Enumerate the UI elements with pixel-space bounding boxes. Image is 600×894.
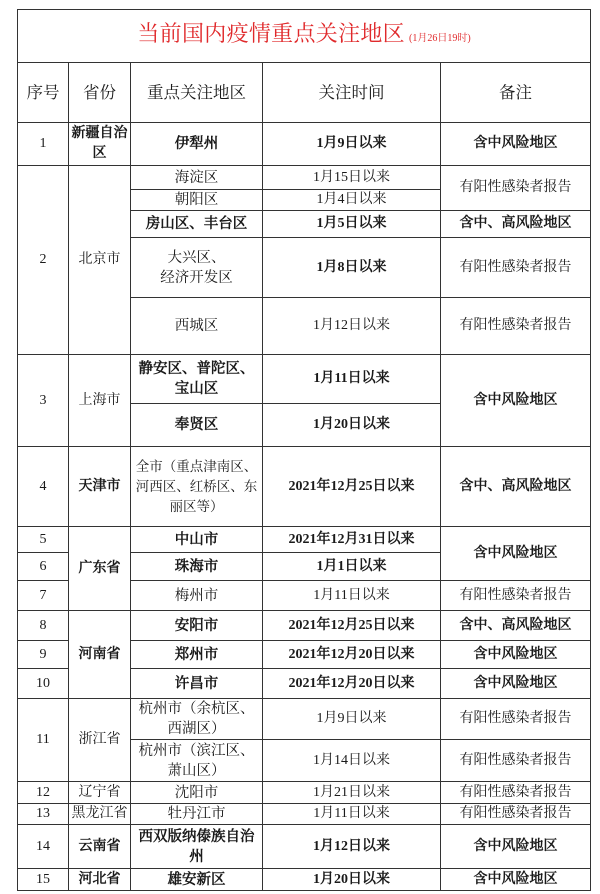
since-date: 1月14日以来 xyxy=(263,740,441,782)
province: 新疆自治区 xyxy=(69,123,131,166)
table-row xyxy=(18,166,591,190)
focus-area: 大兴区、经济开发区 xyxy=(131,238,263,298)
since-date: 1月11日以来 xyxy=(263,804,441,825)
province: 黑龙江省 xyxy=(69,804,131,825)
row-number: 3 xyxy=(18,355,69,447)
focus-area: 安阳市 xyxy=(131,611,263,641)
table-row xyxy=(18,782,591,804)
focus-areas-table xyxy=(17,9,591,891)
remark: 有阳性感染者报告 xyxy=(441,581,591,611)
since-date: 1月1日以来 xyxy=(263,553,441,581)
remark: 有阳性感染者报告 xyxy=(441,166,591,211)
remark: 有阳性感染者报告 xyxy=(441,298,591,355)
update-time: (1月26日19时) xyxy=(408,32,471,44)
remark: 含中、高风险地区 xyxy=(441,211,591,238)
remark: 含中风险地区 xyxy=(441,527,591,581)
row-number: 15 xyxy=(18,869,69,891)
province: 河南省 xyxy=(69,611,131,699)
since-date: 1月9日以来 xyxy=(263,699,441,740)
since-date: 2021年12月31日以来 xyxy=(263,527,441,553)
remark: 含中风险地区 xyxy=(441,825,591,869)
row-number: 6 xyxy=(18,553,69,581)
since-date: 2021年12月20日以来 xyxy=(263,641,441,669)
focus-area: 伊犁州 xyxy=(131,123,263,166)
province: 广东省 xyxy=(69,527,131,611)
header-province: 省份 xyxy=(69,63,131,123)
since-date: 1月11日以来 xyxy=(263,355,441,404)
title-cell xyxy=(18,10,591,63)
province: 浙江省 xyxy=(69,699,131,782)
row-number: 4 xyxy=(18,447,69,527)
focus-area: 郑州市 xyxy=(131,641,263,669)
row-number: 9 xyxy=(18,641,69,669)
remark: 含中、高风险地区 xyxy=(441,611,591,641)
row-number: 8 xyxy=(18,611,69,641)
focus-area: 房山区、丰台区 xyxy=(131,211,263,238)
header-area: 重点关注地区 xyxy=(131,63,263,123)
row-number: 10 xyxy=(18,669,69,699)
focus-area: 杭州市（余杭区、西湖区） xyxy=(131,699,263,740)
row-number: 13 xyxy=(18,804,69,825)
focus-area: 雄安新区 xyxy=(131,869,263,891)
table-row xyxy=(18,804,591,825)
since-date: 1月4日以来 xyxy=(263,190,441,211)
since-date: 2021年12月25日以来 xyxy=(263,447,441,527)
table-row xyxy=(18,699,591,740)
focus-area: 杭州市（滨江区、萧山区） xyxy=(131,740,263,782)
title-row xyxy=(18,10,591,63)
since-date: 1月5日以来 xyxy=(263,211,441,238)
header-note: 备注 xyxy=(441,63,591,123)
focus-area: 牡丹江市 xyxy=(131,804,263,825)
remark: 有阳性感染者报告 xyxy=(441,238,591,298)
focus-area: 中山市 xyxy=(131,527,263,553)
row-number: 5 xyxy=(18,527,69,553)
province: 河北省 xyxy=(69,869,131,891)
remark: 含中风险地区 xyxy=(441,669,591,699)
since-date: 1月15日以来 xyxy=(263,166,441,190)
focus-area: 西城区 xyxy=(131,298,263,355)
since-date: 1月8日以来 xyxy=(263,238,441,298)
row-number: 1 xyxy=(18,123,69,166)
remark: 有阳性感染者报告 xyxy=(441,699,591,740)
remark: 含中风险地区 xyxy=(441,641,591,669)
row-number: 2 xyxy=(18,166,69,355)
header-no: 序号 xyxy=(18,63,69,123)
table-row xyxy=(18,447,591,527)
province: 天津市 xyxy=(69,447,131,527)
since-date: 1月21日以来 xyxy=(263,782,441,804)
since-date: 1月20日以来 xyxy=(263,404,441,447)
province: 北京市 xyxy=(69,166,131,355)
header-row xyxy=(18,63,591,123)
remark: 含中、高风险地区 xyxy=(441,447,591,527)
remark: 有阳性感染者报告 xyxy=(441,782,591,804)
table-row xyxy=(18,825,591,869)
focus-area: 西双版纳傣族自治州 xyxy=(131,825,263,869)
since-date: 1月12日以来 xyxy=(263,825,441,869)
since-date: 2021年12月25日以来 xyxy=(263,611,441,641)
table-row xyxy=(18,611,591,641)
header-since: 关注时间 xyxy=(263,63,441,123)
row-number: 11 xyxy=(18,699,69,782)
province: 上海市 xyxy=(69,355,131,447)
table-row xyxy=(18,527,591,553)
row-number: 7 xyxy=(18,581,69,611)
focus-area: 全市（重点津南区、河西区、红桥区、东丽区等） xyxy=(131,447,263,527)
remark: 含中风险地区 xyxy=(441,869,591,891)
focus-area: 海淀区 xyxy=(131,166,263,190)
page-title: 当前国内疫情重点关注地区 xyxy=(137,20,405,46)
focus-area: 朝阳区 xyxy=(131,190,263,211)
remark: 有阳性感染者报告 xyxy=(441,740,591,782)
remark: 含中风险地区 xyxy=(441,123,591,166)
province: 辽宁省 xyxy=(69,782,131,804)
table-row xyxy=(18,355,591,404)
remark: 含中风险地区 xyxy=(441,355,591,447)
focus-area: 梅州市 xyxy=(131,581,263,611)
focus-area: 珠海市 xyxy=(131,553,263,581)
since-date: 1月9日以来 xyxy=(263,123,441,166)
table-row xyxy=(18,123,591,166)
row-number: 12 xyxy=(18,782,69,804)
focus-area: 静安区、普陀区、宝山区 xyxy=(131,355,263,404)
since-date: 2021年12月20日以来 xyxy=(263,669,441,699)
province: 云南省 xyxy=(69,825,131,869)
row-number: 14 xyxy=(18,825,69,869)
since-date: 1月20日以来 xyxy=(263,869,441,891)
remark: 有阳性感染者报告 xyxy=(441,804,591,825)
since-date: 1月12日以来 xyxy=(263,298,441,355)
table-row xyxy=(18,869,591,891)
focus-area: 沈阳市 xyxy=(131,782,263,804)
since-date: 1月11日以来 xyxy=(263,581,441,611)
focus-area: 奉贤区 xyxy=(131,404,263,447)
focus-area: 许昌市 xyxy=(131,669,263,699)
